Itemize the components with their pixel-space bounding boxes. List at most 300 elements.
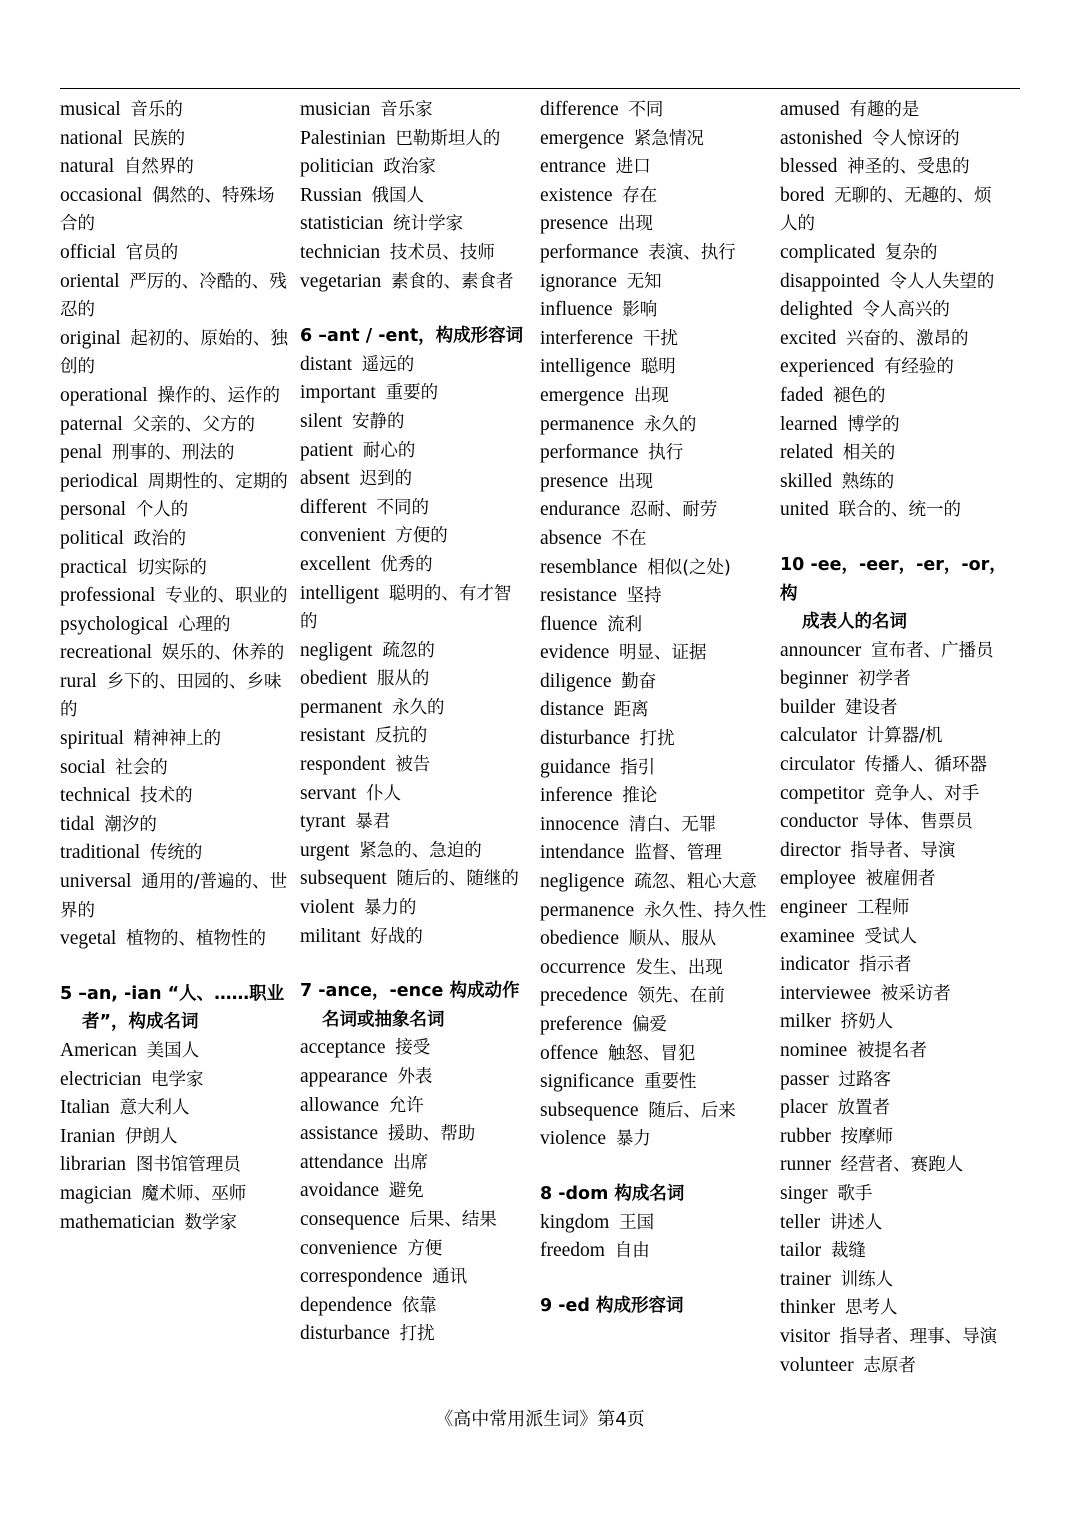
entry-word: conductor bbox=[780, 811, 858, 833]
entry-gloss: 打扰 bbox=[639, 729, 675, 750]
vocabulary-entry bbox=[780, 1352, 1008, 1381]
vocabulary-entry bbox=[300, 1092, 528, 1121]
entry-gloss: 依靠 bbox=[401, 1295, 437, 1316]
entry-gloss: 思考人 bbox=[844, 1298, 898, 1319]
entry-gloss: 暴力的 bbox=[363, 898, 417, 919]
vocabulary-entry bbox=[300, 780, 528, 809]
entry-gloss: 距离 bbox=[613, 700, 649, 721]
entry-gloss: 触怒、冒犯 bbox=[607, 1043, 696, 1064]
vocabulary-entry bbox=[540, 1097, 768, 1126]
entry-gloss: 聪明 bbox=[640, 357, 676, 378]
entry-word: engineer bbox=[780, 897, 848, 919]
vocabulary-entry bbox=[300, 351, 528, 380]
entry-word: influence bbox=[540, 299, 613, 321]
entry-gloss: 刑事的、刑法的 bbox=[111, 443, 235, 464]
vocabulary-entry bbox=[60, 611, 288, 640]
vocabulary-entry bbox=[300, 722, 528, 751]
vocabulary-entry bbox=[780, 1094, 1008, 1123]
entry-word: technical bbox=[60, 785, 131, 807]
entry-gloss: 令人高兴的 bbox=[862, 300, 950, 321]
entry-word: musician bbox=[300, 99, 371, 120]
entry-word: complicated bbox=[780, 241, 876, 263]
section-spacer bbox=[540, 1154, 768, 1180]
vocabulary-entry bbox=[540, 897, 768, 926]
entry-gloss: 指导者、导演 bbox=[850, 840, 956, 861]
entry-gloss: 被告 bbox=[395, 755, 431, 776]
entry-word: original bbox=[60, 327, 121, 349]
vocabulary-entry bbox=[300, 894, 528, 923]
header-rule bbox=[60, 88, 1020, 89]
entry-gloss: 熟练的 bbox=[841, 471, 895, 492]
entry-word: evidence bbox=[540, 642, 610, 664]
section-heading bbox=[300, 322, 528, 351]
section-heading bbox=[780, 551, 1008, 637]
entry-word: precedence bbox=[540, 985, 628, 1007]
entry-gloss: 出现 bbox=[633, 385, 669, 406]
entry-gloss: 存在 bbox=[622, 185, 658, 206]
vocabulary-entry bbox=[60, 325, 288, 382]
entry-word: emergence bbox=[540, 384, 625, 406]
section-spacer bbox=[540, 1266, 768, 1292]
entry-word: thinker bbox=[780, 1297, 836, 1319]
column-2 bbox=[300, 96, 540, 1380]
entry-gloss: 巴勒斯坦人的 bbox=[395, 128, 501, 149]
entry-word: visitor bbox=[780, 1325, 830, 1347]
section-heading-text: 7 -ance，-ence 构成动作 bbox=[300, 981, 520, 1002]
vocabulary-entry bbox=[300, 239, 528, 268]
entry-gloss: 传统的 bbox=[149, 843, 203, 864]
vocabulary-entry bbox=[780, 865, 1008, 894]
entry-word: milker bbox=[780, 1011, 831, 1033]
entry-word: indicator bbox=[780, 954, 850, 976]
entry-gloss: 计算器/机 bbox=[866, 726, 943, 747]
section-spacer bbox=[300, 951, 528, 977]
vocabulary-entry bbox=[780, 153, 1008, 182]
entry-gloss: 紧急情况 bbox=[633, 128, 704, 149]
vocabulary-entry bbox=[540, 668, 768, 697]
entry-word: rubber bbox=[780, 1125, 831, 1147]
entry-gloss: 心理的 bbox=[178, 614, 231, 635]
entry-gloss: 指示者 bbox=[859, 955, 912, 976]
entry-gloss: 指导者、理事、导演 bbox=[839, 1326, 998, 1347]
entry-gloss: 讲述人 bbox=[829, 1212, 883, 1233]
vocabulary-entry bbox=[780, 1066, 1008, 1095]
vocabulary-entry bbox=[300, 837, 528, 866]
entry-word: personal bbox=[60, 499, 127, 521]
entry-gloss: 意大利人 bbox=[119, 1098, 190, 1119]
entry-word: amused bbox=[780, 99, 840, 120]
entry-gloss: 素食的、素食者 bbox=[390, 271, 514, 292]
entry-word: existence bbox=[540, 184, 613, 206]
vocabulary-entry bbox=[540, 496, 768, 525]
entry-gloss: 偶然的、特殊场合的 bbox=[60, 185, 275, 235]
entry-gloss: 聪明的、有才智的 bbox=[300, 583, 512, 633]
entry-gloss: 仆人 bbox=[366, 783, 402, 804]
vocabulary-entry bbox=[60, 1180, 288, 1209]
vocabulary-entry bbox=[540, 210, 768, 239]
entry-gloss: 暴君 bbox=[355, 812, 391, 833]
vocabulary-entry bbox=[780, 1180, 1008, 1209]
entry-gloss: 坚持 bbox=[626, 586, 662, 607]
entry-word: calculator bbox=[780, 725, 857, 747]
entry-gloss: 魔术师、巫师 bbox=[141, 1183, 247, 1204]
vocabulary-entry bbox=[300, 1263, 528, 1292]
vocabulary-entry bbox=[60, 668, 288, 725]
entry-word: professional bbox=[60, 585, 156, 607]
vocabulary-entry bbox=[60, 239, 288, 268]
entry-word: militant bbox=[300, 925, 361, 947]
entry-gloss: 耐心的 bbox=[362, 440, 416, 461]
vocabulary-entry bbox=[300, 1320, 528, 1349]
vocabulary-entry bbox=[540, 725, 768, 754]
entry-word: allowance bbox=[300, 1094, 380, 1116]
vocabulary-entry bbox=[780, 182, 1008, 239]
section-heading-continuation: 成表人的名词 bbox=[802, 612, 907, 633]
vocabulary-entry bbox=[300, 494, 528, 523]
entry-word: guidance bbox=[540, 756, 611, 778]
section-heading-continuation: 者”，构成名词 bbox=[82, 1012, 199, 1033]
vocabulary-entry bbox=[540, 754, 768, 783]
entry-word: Russian bbox=[300, 184, 362, 206]
entry-word: resistance bbox=[540, 585, 617, 607]
entry-word: convenient bbox=[300, 525, 386, 547]
entry-gloss: 自由 bbox=[614, 1241, 650, 1262]
vocabulary-entry bbox=[300, 182, 528, 211]
entry-gloss: 不同的 bbox=[376, 497, 430, 518]
entry-word: traditional bbox=[60, 842, 141, 864]
vocabulary-entry bbox=[300, 379, 528, 408]
vocabulary-entry bbox=[60, 782, 288, 811]
vocabulary-entry bbox=[300, 408, 528, 437]
entry-gloss: 有经验的 bbox=[883, 357, 954, 378]
vocabulary-entry bbox=[780, 894, 1008, 923]
vocabulary-entry bbox=[780, 439, 1008, 468]
section-heading bbox=[540, 1292, 768, 1321]
entry-gloss: 允许 bbox=[388, 1095, 424, 1116]
entry-gloss: 按摩师 bbox=[840, 1126, 894, 1147]
vocabulary-entry bbox=[60, 182, 288, 239]
entry-gloss: 兴奋的、激昂的 bbox=[846, 328, 969, 349]
vocabulary-entry bbox=[780, 637, 1008, 666]
entry-word: oriental bbox=[60, 270, 120, 292]
entry-word: natural bbox=[60, 156, 115, 178]
vocabulary-entry bbox=[60, 811, 288, 840]
entry-word: permanence bbox=[540, 899, 635, 921]
entry-gloss: 后果、结果 bbox=[409, 1209, 497, 1230]
entry-word: Italian bbox=[60, 1097, 110, 1119]
column-3 bbox=[540, 96, 780, 1380]
entry-word: interviewee bbox=[780, 982, 871, 1004]
entry-gloss: 官员的 bbox=[125, 242, 179, 263]
entry-word: passer bbox=[780, 1068, 829, 1090]
entry-word: social bbox=[60, 756, 106, 778]
entry-word: absent bbox=[300, 468, 350, 490]
entry-gloss: 音乐家 bbox=[380, 100, 433, 120]
entry-gloss: 政治家 bbox=[383, 157, 436, 178]
section-heading bbox=[540, 1180, 768, 1209]
entry-word: political bbox=[60, 527, 124, 549]
entry-word: offence bbox=[540, 1042, 599, 1064]
vocabulary-entry bbox=[540, 954, 768, 983]
entry-gloss: 受试人 bbox=[864, 926, 917, 947]
entry-word: tyrant bbox=[300, 811, 346, 833]
entry-gloss: 被提名者 bbox=[856, 1041, 927, 1061]
entry-gloss: 神圣的、受患的 bbox=[847, 157, 970, 178]
entry-gloss: 永久的 bbox=[392, 697, 445, 718]
entry-word: significance bbox=[540, 1071, 635, 1093]
entry-word: inference bbox=[540, 785, 613, 807]
vocabulary-entry bbox=[300, 153, 528, 182]
vocabulary-entry bbox=[780, 1008, 1008, 1037]
vocabulary-entry bbox=[60, 639, 288, 668]
entry-gloss: 操作的、运作的 bbox=[157, 385, 280, 406]
entry-word: director bbox=[780, 839, 841, 861]
entry-gloss: 切实际的 bbox=[136, 557, 207, 578]
entry-word: experienced bbox=[780, 356, 875, 378]
entry-gloss: 音乐的 bbox=[130, 100, 183, 120]
entry-gloss: 经营者、赛跑人 bbox=[840, 1155, 964, 1176]
vocabulary-entry bbox=[780, 1323, 1008, 1352]
entry-gloss: 清白、无罪 bbox=[628, 814, 717, 835]
vocabulary-entry bbox=[540, 182, 768, 211]
entry-word: statistician bbox=[300, 213, 384, 235]
entry-word: nominee bbox=[780, 1040, 848, 1061]
entry-gloss: 传播人、循环器 bbox=[864, 755, 987, 776]
entry-gloss: 自然界的 bbox=[123, 157, 194, 178]
entry-word: beginner bbox=[780, 668, 849, 690]
section-spacer bbox=[300, 296, 528, 322]
entry-word: occasional bbox=[60, 184, 143, 206]
vocabulary-entry bbox=[540, 554, 768, 583]
entry-gloss: 顺从、服从 bbox=[628, 929, 717, 950]
vocabulary-entry bbox=[540, 868, 768, 897]
entry-gloss: 电学家 bbox=[150, 1069, 204, 1090]
vocabulary-entry bbox=[300, 1206, 528, 1235]
entry-gloss: 挤奶人 bbox=[840, 1012, 894, 1033]
entry-word: respondent bbox=[300, 754, 386, 776]
entry-word: national bbox=[60, 127, 123, 149]
entry-gloss: 图书馆管理员 bbox=[135, 1155, 241, 1176]
entry-word: periodical bbox=[60, 470, 138, 492]
entry-gloss: 通讯 bbox=[432, 1267, 468, 1288]
section-heading-continuation: 名词或抽象名词 bbox=[322, 1009, 445, 1030]
vocabulary-entry bbox=[60, 725, 288, 754]
vocabulary-entry bbox=[540, 696, 768, 725]
vocabulary-entry bbox=[540, 125, 768, 154]
entry-word: important bbox=[300, 382, 376, 404]
vocabulary-entry bbox=[60, 925, 288, 954]
entry-word: placer bbox=[780, 1097, 828, 1119]
entry-gloss: 疏忽的 bbox=[382, 640, 435, 661]
entry-gloss: 避免 bbox=[388, 1181, 424, 1202]
vocabulary-entry bbox=[300, 923, 528, 952]
vocabulary-entry bbox=[300, 268, 528, 297]
vocabulary-entry bbox=[540, 611, 768, 640]
vocabulary-entry bbox=[300, 437, 528, 466]
entry-gloss: 乡下的、田园的、乡味的 bbox=[60, 671, 282, 721]
vocabulary-entry bbox=[780, 411, 1008, 440]
entry-word: learned bbox=[780, 413, 838, 435]
entry-word: obedience bbox=[540, 928, 620, 950]
entry-word: paternal bbox=[60, 413, 123, 435]
entry-gloss: 裁缝 bbox=[830, 1241, 866, 1262]
vocabulary-entry bbox=[540, 353, 768, 382]
entry-word: urgent bbox=[300, 839, 350, 861]
entry-word: dependence bbox=[300, 1294, 393, 1316]
entry-gloss: 随后的、随继的 bbox=[396, 869, 519, 890]
vocabulary-entry bbox=[540, 96, 768, 125]
vocabulary-entry bbox=[300, 1177, 528, 1206]
entry-word: convenience bbox=[300, 1237, 398, 1259]
vocabulary-entry bbox=[300, 1149, 528, 1178]
entry-word: electrician bbox=[60, 1068, 142, 1090]
entry-word: fluence bbox=[540, 613, 598, 635]
entry-gloss: 竞争人、对手 bbox=[874, 783, 980, 804]
entry-word: freedom bbox=[540, 1240, 605, 1262]
vocabulary-entry bbox=[540, 1011, 768, 1040]
vocabulary-entry bbox=[60, 153, 288, 182]
vocabulary-entry bbox=[780, 1123, 1008, 1152]
entry-gloss: 令人人失望的 bbox=[889, 271, 995, 292]
vocabulary-entry bbox=[540, 325, 768, 354]
vocabulary-entry bbox=[540, 782, 768, 811]
entry-gloss: 训练人 bbox=[840, 1269, 894, 1290]
word-list-columns bbox=[60, 96, 1020, 1380]
entry-gloss: 民族的 bbox=[132, 128, 186, 149]
vocabulary-entry bbox=[780, 239, 1008, 268]
vocabulary-entry bbox=[780, 780, 1008, 809]
entry-word: innocence bbox=[540, 813, 620, 835]
vocabulary-entry bbox=[60, 382, 288, 411]
entry-gloss: 父亲的、父方的 bbox=[132, 414, 256, 435]
vocabulary-entry bbox=[780, 296, 1008, 325]
vocabulary-entry bbox=[780, 468, 1008, 497]
entry-word: subsequence bbox=[540, 1099, 639, 1121]
vocabulary-entry bbox=[540, 1125, 768, 1154]
vocabulary-entry bbox=[780, 125, 1008, 154]
entry-gloss: 监督、管理 bbox=[634, 843, 722, 864]
entry-gloss: 相关的 bbox=[842, 443, 896, 464]
vocabulary-entry bbox=[780, 837, 1008, 866]
entry-word: politician bbox=[300, 156, 374, 178]
section-heading-text: 5 –an, -ian “人、……职业 bbox=[60, 983, 285, 1004]
vocabulary-entry bbox=[300, 551, 528, 580]
vocabulary-entry bbox=[780, 268, 1008, 297]
section-heading-text: 10 -ee，-eer，-er，-or，构 bbox=[780, 554, 1007, 604]
entry-word: appearance bbox=[300, 1066, 388, 1087]
entry-gloss: 永久的 bbox=[643, 414, 697, 435]
vocabulary-entry bbox=[300, 465, 528, 494]
entry-gloss: 伊朗人 bbox=[124, 1126, 178, 1147]
entry-gloss: 重要性 bbox=[643, 1072, 697, 1093]
vocabulary-entry bbox=[540, 925, 768, 954]
entry-gloss: 被雇佣者 bbox=[865, 869, 936, 890]
entry-word: attendance bbox=[300, 1151, 384, 1173]
vocabulary-entry bbox=[300, 96, 528, 125]
column-1 bbox=[60, 96, 300, 1380]
vocabulary-entry bbox=[60, 411, 288, 440]
entry-gloss: 领先、在前 bbox=[637, 986, 725, 1007]
entry-word: vegetarian bbox=[300, 270, 382, 292]
vocabulary-entry bbox=[540, 1068, 768, 1097]
entry-gloss: 工程师 bbox=[856, 898, 910, 919]
entry-gloss: 流利 bbox=[607, 614, 643, 635]
entry-word: excited bbox=[780, 327, 837, 349]
entry-word: musical bbox=[60, 99, 121, 120]
vocabulary-entry bbox=[540, 382, 768, 411]
vocabulary-entry bbox=[60, 1094, 288, 1123]
entry-word: vegetal bbox=[60, 928, 117, 950]
entry-gloss: 有趣的是 bbox=[849, 100, 920, 120]
entry-gloss: 重要的 bbox=[385, 383, 439, 404]
entry-word: skilled bbox=[780, 470, 832, 492]
vocabulary-entry bbox=[60, 839, 288, 868]
entry-gloss: 好战的 bbox=[370, 926, 423, 947]
entry-word: singer bbox=[780, 1182, 828, 1204]
entry-word: bored bbox=[780, 184, 825, 206]
entry-word: penal bbox=[60, 442, 103, 464]
entry-gloss: 志原者 bbox=[863, 1355, 916, 1376]
entry-gloss: 发生、出现 bbox=[635, 957, 723, 978]
vocabulary-entry bbox=[780, 1209, 1008, 1238]
entry-gloss: 个人的 bbox=[135, 500, 189, 521]
entry-gloss: 社会的 bbox=[115, 757, 168, 778]
entry-word: united bbox=[780, 499, 829, 521]
entry-word: servant bbox=[300, 782, 357, 804]
entry-word: negligence bbox=[540, 871, 625, 893]
entry-word: intendance bbox=[540, 842, 625, 864]
entry-word: spiritual bbox=[60, 728, 124, 750]
entry-gloss: 俄国人 bbox=[371, 185, 425, 206]
entry-gloss: 偏爱 bbox=[632, 1015, 668, 1035]
entry-word: consequence bbox=[300, 1208, 400, 1230]
entry-word: circulator bbox=[780, 754, 855, 776]
vocabulary-entry bbox=[780, 665, 1008, 694]
entry-word: occurrence bbox=[540, 956, 626, 978]
entry-word: ignorance bbox=[540, 270, 617, 292]
entry-gloss: 出现 bbox=[617, 471, 653, 492]
vocabulary-entry bbox=[60, 496, 288, 525]
vocabulary-entry bbox=[780, 353, 1008, 382]
vocabulary-entry bbox=[540, 268, 768, 297]
entry-gloss: 执行 bbox=[648, 443, 684, 464]
vocabulary-entry bbox=[60, 468, 288, 497]
vocabulary-entry bbox=[300, 1063, 528, 1092]
entry-gloss: 安静的 bbox=[352, 411, 405, 432]
entry-word: violent bbox=[300, 897, 355, 919]
vocabulary-entry bbox=[540, 839, 768, 868]
entry-gloss: 推论 bbox=[622, 786, 658, 807]
entry-word: intelligent bbox=[300, 582, 380, 604]
entry-word: astonished bbox=[780, 127, 863, 149]
entry-gloss: 勤奋 bbox=[621, 671, 657, 692]
entry-word: tailor bbox=[780, 1240, 822, 1262]
vocabulary-entry bbox=[540, 468, 768, 497]
entry-gloss: 指引 bbox=[620, 757, 656, 778]
entry-gloss: 政治的 bbox=[133, 528, 187, 549]
entry-gloss: 优秀的 bbox=[380, 554, 433, 575]
entry-word: Palestinian bbox=[300, 127, 386, 149]
entry-word: absence bbox=[540, 527, 602, 549]
entry-gloss: 过路客 bbox=[838, 1069, 891, 1090]
entry-gloss: 遥远的 bbox=[361, 354, 415, 375]
entry-gloss: 迟到的 bbox=[359, 469, 413, 490]
vocabulary-entry bbox=[540, 153, 768, 182]
entry-gloss: 精神神上的 bbox=[133, 729, 222, 750]
entry-gloss: 援助、帮助 bbox=[387, 1124, 476, 1145]
vocabulary-entry bbox=[300, 808, 528, 837]
entry-gloss: 暴力 bbox=[615, 1129, 651, 1150]
